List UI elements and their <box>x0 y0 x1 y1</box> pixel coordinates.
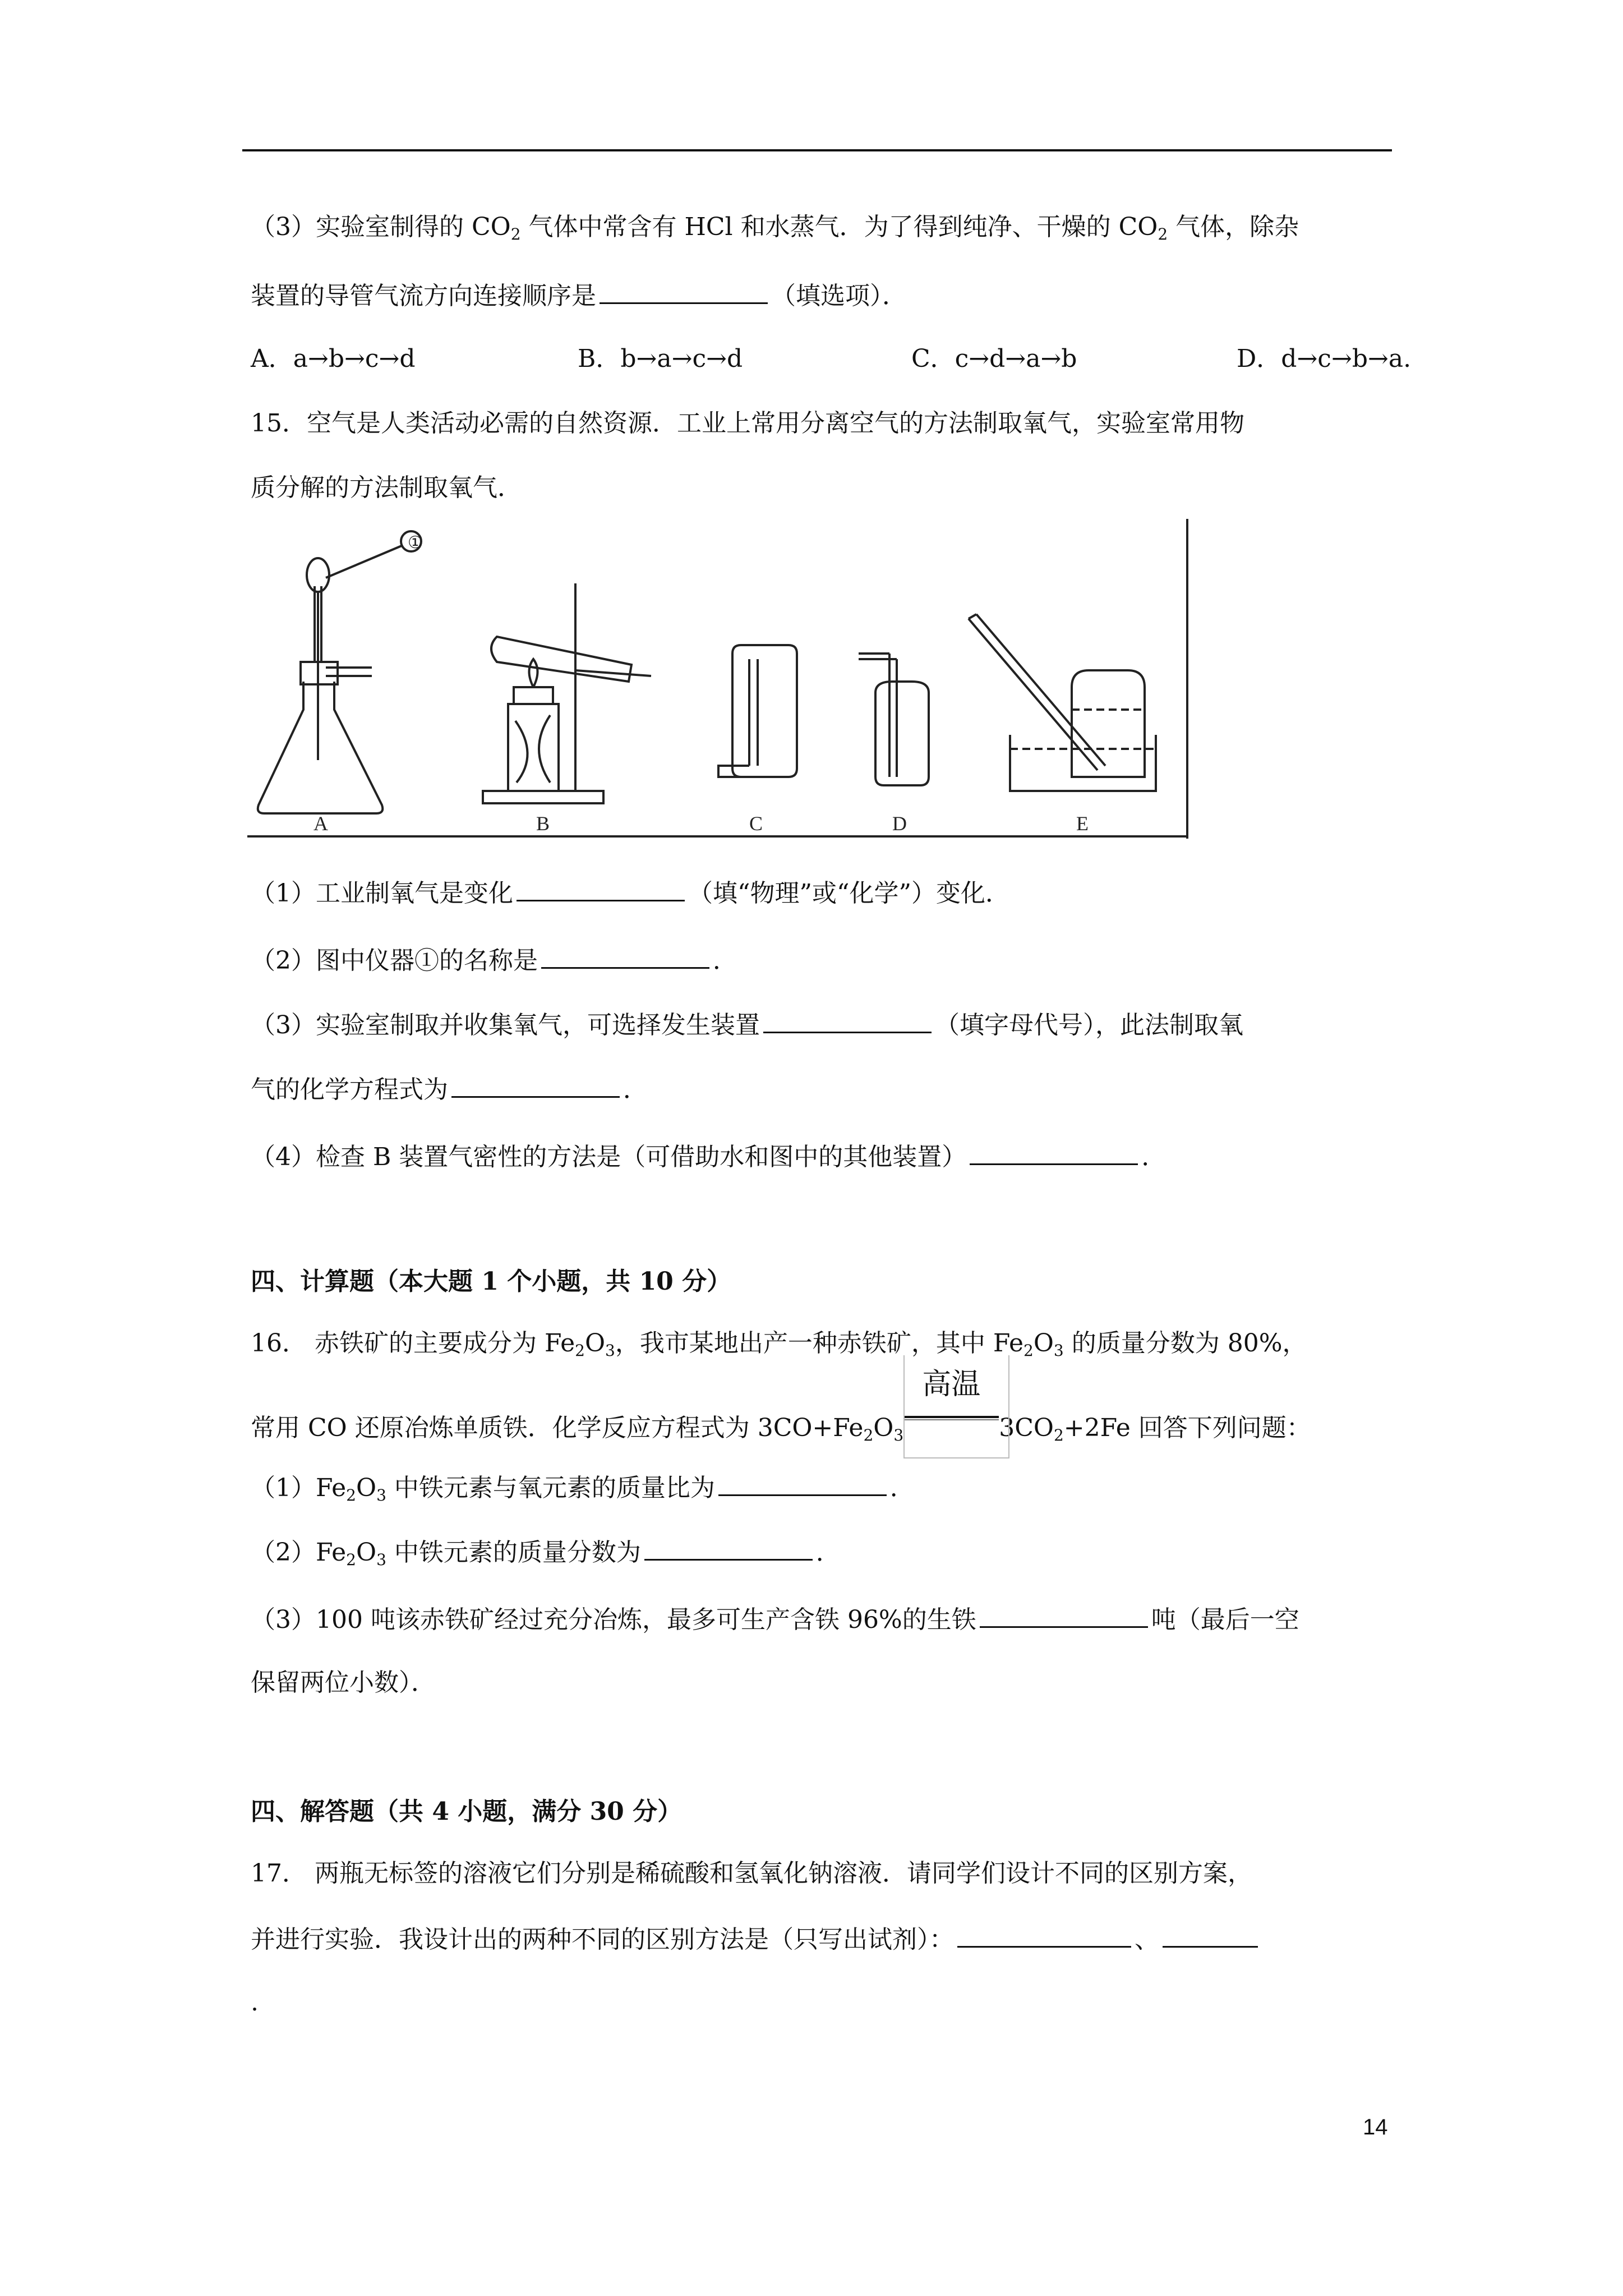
text: （3）实验室制取并收集氧气，可选择发生装置 <box>251 1011 760 1039</box>
section-title-answers: 四、解答题（共 4 小题，满分 30 分） <box>251 1797 683 1826</box>
option-c: C．c→d→a→b <box>911 344 1077 373</box>
text: 吨（最后一空 <box>1151 1605 1299 1634</box>
subscript: 2 <box>1158 225 1168 243</box>
fig-label-c: C <box>749 812 763 835</box>
subscript: 3 <box>376 1550 386 1569</box>
fig-label-d: D <box>892 812 907 835</box>
subscript: 2 <box>1053 1426 1064 1444</box>
text: 16． 赤铁矿的主要成分为 Fe <box>251 1329 575 1358</box>
text: ． <box>815 1538 841 1567</box>
apparatus-e <box>969 614 1156 791</box>
fig-label-e: E <box>1076 812 1089 835</box>
reaction-condition <box>903 1368 999 1436</box>
text: 常用 CO 还原冶炼单质铁．化学反应方程式为 3CO+Fe <box>251 1414 864 1442</box>
subscript: 3 <box>605 1341 615 1360</box>
condition-box <box>903 1355 1009 1458</box>
q15-3-line1 <box>251 1007 1243 1042</box>
answer-blank[interactable] <box>763 1007 932 1033</box>
fig-marker-1: ① <box>408 533 423 552</box>
text: （1）Fe <box>251 1474 347 1502</box>
text: O <box>873 1414 894 1442</box>
subscript: 2 <box>510 225 521 243</box>
subscript: 2 <box>863 1426 874 1444</box>
answer-blank[interactable] <box>970 1139 1138 1165</box>
subscript: 2 <box>346 1550 356 1569</box>
text: 中铁元素的质量分数为 <box>386 1538 641 1567</box>
page-number: 14 <box>1363 2115 1388 2139</box>
answer-blank[interactable] <box>600 278 768 304</box>
answer-blank[interactable] <box>718 1470 887 1496</box>
text: O <box>356 1538 377 1567</box>
q16-line1 <box>251 1327 1307 1360</box>
q15-3-line2 <box>251 1071 648 1107</box>
answer-blank[interactable] <box>957 1921 1131 1948</box>
option-d: D．d→c→b→a. <box>1237 344 1412 373</box>
text: ． <box>889 1474 915 1502</box>
text: （填选项）． <box>771 282 907 310</box>
q15-intro-line2: 质分解的方法制取氧气． <box>251 473 522 502</box>
text: +2Fe 回答下列问题： <box>1063 1414 1311 1442</box>
q17-line3: . <box>251 1988 259 2017</box>
answer-blank[interactable] <box>980 1602 1148 1628</box>
q15-1 <box>251 875 1010 910</box>
text: ． <box>713 946 737 975</box>
text: （填字母代号），此法制取氧 <box>935 1011 1243 1039</box>
text: 的质量分数为 80%， <box>1063 1329 1307 1358</box>
text: ，我市某地出产一种赤铁矿，其中 Fe <box>615 1329 1024 1358</box>
text: O <box>1033 1329 1054 1358</box>
option-a: A．a→b→c→d <box>251 344 416 373</box>
apparatus-d <box>859 654 929 785</box>
text: （2）图中仪器①的名称是 <box>251 946 538 975</box>
text: 并进行实验．我设计出的两种不同的区别方法是（只写出试剂）： <box>251 1925 954 1954</box>
q15-intro-line1: 15．空气是人类活动必需的自然资源．工业上常用分离空气的方法制取氧气，实验室常用物 <box>251 409 1244 438</box>
apparatus-b <box>483 583 651 803</box>
subscript: 2 <box>575 1341 585 1360</box>
text: O <box>356 1474 377 1502</box>
q14-3-line1 <box>251 210 1299 244</box>
apparatus-figure <box>247 519 1189 839</box>
condition-label: 高温 <box>922 1368 981 1401</box>
text: ． <box>623 1075 648 1104</box>
apparatus-c <box>718 645 797 777</box>
q16-3-line1 <box>251 1602 1299 1637</box>
answer-blank[interactable] <box>541 942 709 969</box>
header-rule <box>242 149 1392 151</box>
text: 气体中常含有 HCl 和水蒸气．为了得到纯净、干燥的 CO <box>520 213 1158 241</box>
text: 中铁元素与氧元素的质量比为 <box>386 1474 715 1502</box>
q16-line2-equation <box>251 1368 1311 1445</box>
q15-2 <box>251 942 737 978</box>
apparatus-a <box>258 531 421 813</box>
text: （3）100 吨该赤铁矿经过充分冶炼，最多可生产含铁 96%的生铁 <box>251 1605 976 1634</box>
fig-label-a: A <box>313 812 328 835</box>
q16-3-line2: 保留两位小数）． <box>251 1668 436 1697</box>
text: ． <box>1141 1143 1166 1171</box>
q15-4 <box>251 1139 1166 1174</box>
text: 3CO <box>999 1414 1054 1442</box>
text: （4）检查 B 装置气密性的方法是（可借助水和图中的其他装置） <box>251 1143 967 1171</box>
subscript: 3 <box>376 1486 386 1504</box>
text: 气体，除杂 <box>1168 213 1299 241</box>
text: （3）实验室制得的 CO <box>251 213 511 241</box>
answer-blank[interactable] <box>451 1071 620 1098</box>
subscript: 2 <box>346 1486 356 1504</box>
q17-line1: 17． 两瓶无标签的溶液它们分别是稀硫酸和氢氧化钠溶液．请同学们设计不同的区别方案， <box>251 1859 1252 1888</box>
q16-1 <box>251 1470 915 1505</box>
text: 装置的导管气流方向连接顺序是 <box>251 282 596 310</box>
q17-line2 <box>251 1921 1261 1957</box>
q14-3-line2 <box>251 278 907 313</box>
fig-label-b: B <box>536 812 550 835</box>
text: （填“物理”或“化学”）变化． <box>688 879 1010 908</box>
text: 、 <box>1135 1925 1159 1954</box>
q16-2 <box>251 1534 841 1570</box>
subscript: 2 <box>1023 1341 1034 1360</box>
section-title-calculation: 四、计算题（本大题 1 个小题，共 10 分） <box>251 1267 732 1296</box>
answer-blank[interactable] <box>1163 1921 1258 1948</box>
answer-blank[interactable] <box>644 1534 813 1561</box>
option-b: B．b→a→c→d <box>578 344 743 373</box>
text: O <box>584 1329 606 1358</box>
text: （2）Fe <box>251 1538 347 1567</box>
text: 气的化学方程式为 <box>251 1075 448 1104</box>
text: （1）工业制氧气是变化 <box>251 879 513 908</box>
subscript: 3 <box>1053 1341 1064 1360</box>
answer-blank[interactable] <box>517 875 685 901</box>
subscript: 3 <box>893 1426 904 1444</box>
